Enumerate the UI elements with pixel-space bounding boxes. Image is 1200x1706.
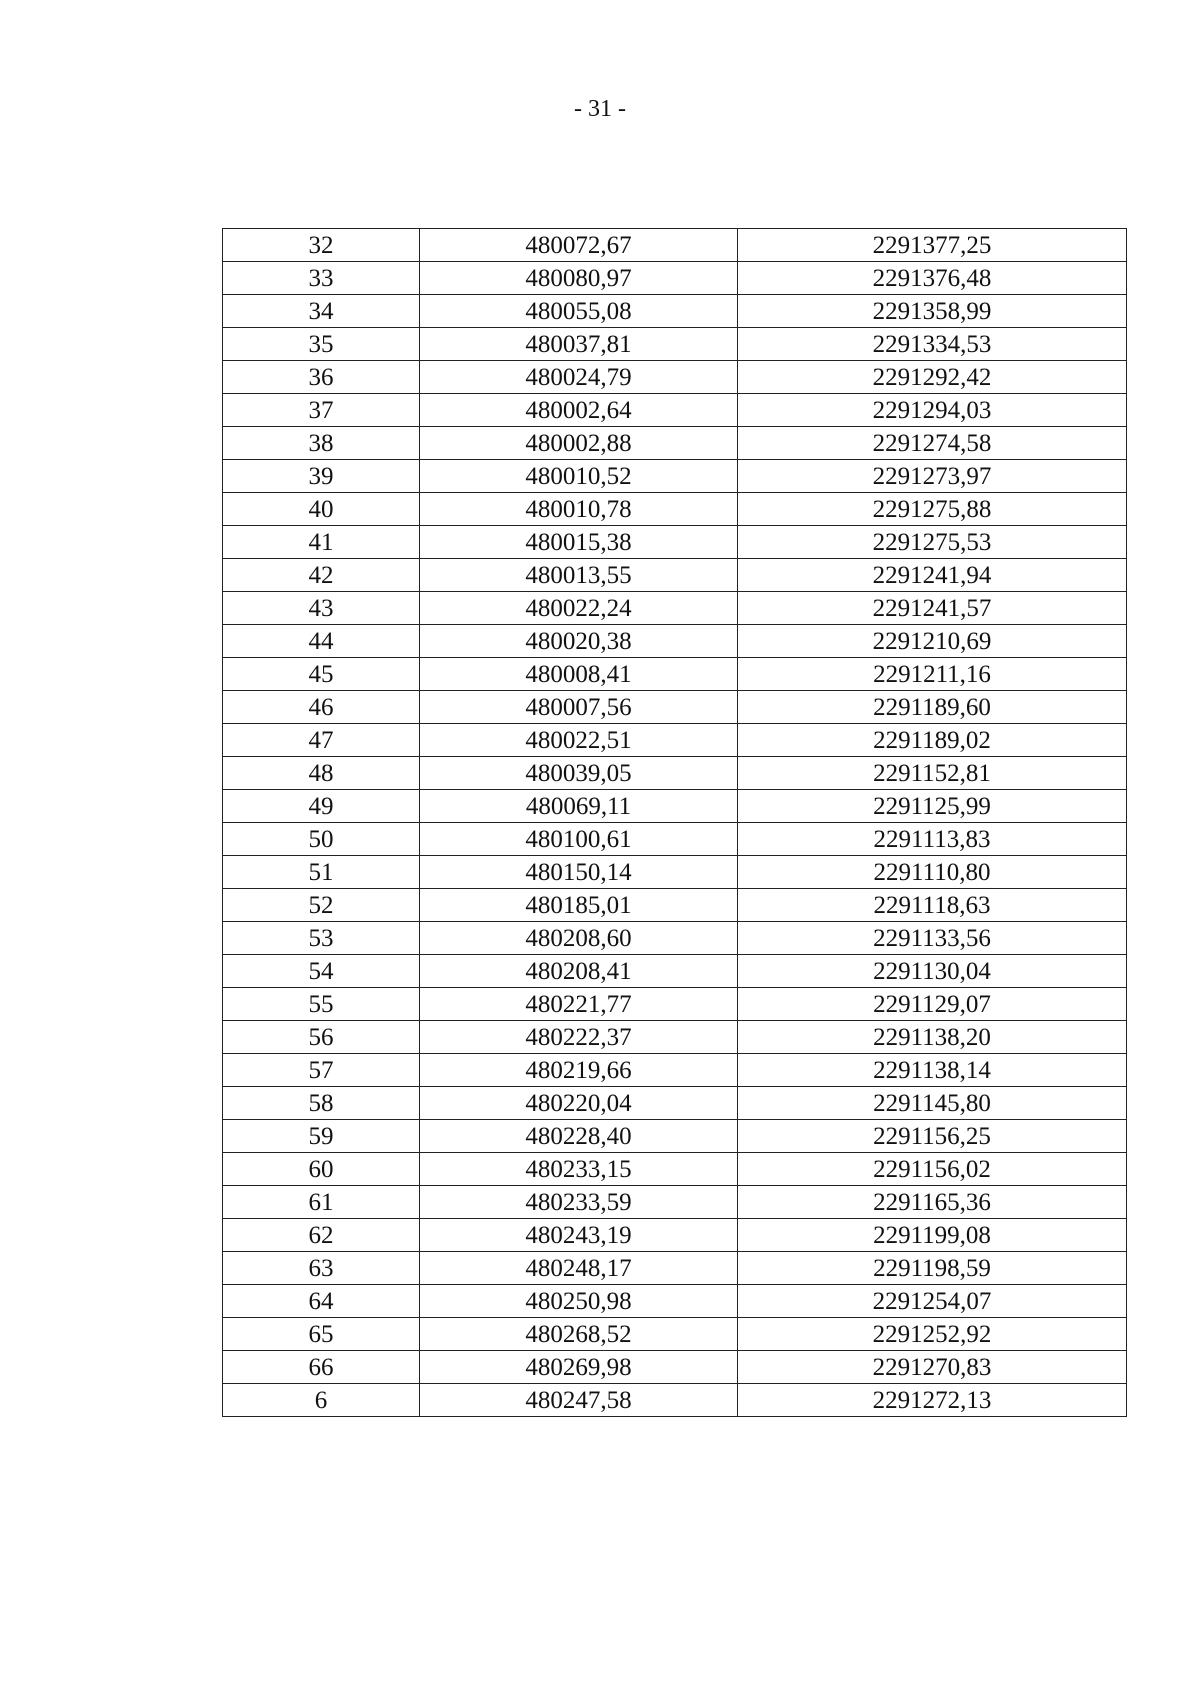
x-coordinate-cell: 480233,15 (420, 1153, 738, 1186)
table-row (223, 1087, 1127, 1120)
y-coordinate-cell: 2291152,81 (738, 757, 1127, 790)
point-number-cell: 48 (223, 757, 420, 790)
table-row (223, 295, 1127, 328)
y-coordinate-cell: 2291241,94 (738, 559, 1127, 592)
x-coordinate-cell: 480233,59 (420, 1186, 738, 1219)
point-number-cell: 66 (223, 1351, 420, 1384)
y-coordinate-cell: 2291199,08 (738, 1219, 1127, 1252)
y-coordinate-cell: 2291138,14 (738, 1054, 1127, 1087)
point-number-cell: 55 (223, 988, 420, 1021)
x-coordinate-cell: 480008,41 (420, 658, 738, 691)
x-coordinate-cell: 480020,38 (420, 625, 738, 658)
x-coordinate-cell: 480221,77 (420, 988, 738, 1021)
point-number-cell: 60 (223, 1153, 420, 1186)
y-coordinate-cell: 2291198,59 (738, 1252, 1127, 1285)
coordinates-table (222, 228, 1127, 1417)
x-coordinate-cell: 480072,67 (420, 229, 738, 262)
x-coordinate-cell: 480010,52 (420, 460, 738, 493)
table-row (223, 1252, 1127, 1285)
table-row (223, 592, 1127, 625)
table-row (223, 1285, 1127, 1318)
table-row (223, 658, 1127, 691)
point-number-cell: 58 (223, 1087, 420, 1120)
x-coordinate-cell: 480208,60 (420, 922, 738, 955)
x-coordinate-cell: 480150,14 (420, 856, 738, 889)
coordinates-table-body (223, 229, 1127, 1417)
y-coordinate-cell: 2291252,92 (738, 1318, 1127, 1351)
y-coordinate-cell: 2291275,88 (738, 493, 1127, 526)
table-row (223, 394, 1127, 427)
point-number-cell: 42 (223, 559, 420, 592)
point-number-cell: 38 (223, 427, 420, 460)
x-coordinate-cell: 480222,37 (420, 1021, 738, 1054)
table-row (223, 361, 1127, 394)
table-row (223, 1021, 1127, 1054)
y-coordinate-cell: 2291292,42 (738, 361, 1127, 394)
y-coordinate-cell: 2291110,80 (738, 856, 1127, 889)
point-number-cell: 45 (223, 658, 420, 691)
x-coordinate-cell: 480002,88 (420, 427, 738, 460)
x-coordinate-cell: 480015,38 (420, 526, 738, 559)
y-coordinate-cell: 2291133,56 (738, 922, 1127, 955)
x-coordinate-cell: 480022,24 (420, 592, 738, 625)
x-coordinate-cell: 480069,11 (420, 790, 738, 823)
y-coordinate-cell: 2291273,97 (738, 460, 1127, 493)
point-number-cell: 54 (223, 955, 420, 988)
point-number-cell: 50 (223, 823, 420, 856)
point-number-cell: 34 (223, 295, 420, 328)
point-number-cell: 56 (223, 1021, 420, 1054)
table-row (223, 1153, 1127, 1186)
x-coordinate-cell: 480247,58 (420, 1384, 738, 1417)
x-coordinate-cell: 480243,19 (420, 1219, 738, 1252)
y-coordinate-cell: 2291130,04 (738, 955, 1127, 988)
point-number-cell: 44 (223, 625, 420, 658)
x-coordinate-cell: 480024,79 (420, 361, 738, 394)
point-number-cell: 52 (223, 889, 420, 922)
y-coordinate-cell: 2291156,02 (738, 1153, 1127, 1186)
x-coordinate-cell: 480013,55 (420, 559, 738, 592)
point-number-cell: 37 (223, 394, 420, 427)
y-coordinate-cell: 2291156,25 (738, 1120, 1127, 1153)
table-row (223, 922, 1127, 955)
x-coordinate-cell: 480250,98 (420, 1285, 738, 1318)
y-coordinate-cell: 2291165,36 (738, 1186, 1127, 1219)
y-coordinate-cell: 2291358,99 (738, 295, 1127, 328)
x-coordinate-cell: 480002,64 (420, 394, 738, 427)
table-row (223, 526, 1127, 559)
y-coordinate-cell: 2291275,53 (738, 526, 1127, 559)
table-row (223, 460, 1127, 493)
y-coordinate-cell: 2291334,53 (738, 328, 1127, 361)
y-coordinate-cell: 2291241,57 (738, 592, 1127, 625)
point-number-cell: 63 (223, 1252, 420, 1285)
y-coordinate-cell: 2291138,20 (738, 1021, 1127, 1054)
point-number-cell: 36 (223, 361, 420, 394)
x-coordinate-cell: 480248,17 (420, 1252, 738, 1285)
y-coordinate-cell: 2291118,63 (738, 889, 1127, 922)
table-row (223, 493, 1127, 526)
point-number-cell: 43 (223, 592, 420, 625)
y-coordinate-cell: 2291270,83 (738, 1351, 1127, 1384)
table-row (223, 889, 1127, 922)
table-row (223, 559, 1127, 592)
table-row (223, 1384, 1127, 1417)
point-number-cell: 53 (223, 922, 420, 955)
table-row (223, 724, 1127, 757)
y-coordinate-cell: 2291125,99 (738, 790, 1127, 823)
y-coordinate-cell: 2291189,60 (738, 691, 1127, 724)
point-number-cell: 6 (223, 1384, 420, 1417)
point-number-cell: 64 (223, 1285, 420, 1318)
y-coordinate-cell: 2291145,80 (738, 1087, 1127, 1120)
y-coordinate-cell: 2291113,83 (738, 823, 1127, 856)
y-coordinate-cell: 2291377,25 (738, 229, 1127, 262)
table-row (223, 1351, 1127, 1384)
x-coordinate-cell: 480269,98 (420, 1351, 738, 1384)
table-row (223, 1120, 1127, 1153)
point-number-cell: 39 (223, 460, 420, 493)
x-coordinate-cell: 480007,56 (420, 691, 738, 724)
x-coordinate-cell: 480185,01 (420, 889, 738, 922)
x-coordinate-cell: 480220,04 (420, 1087, 738, 1120)
y-coordinate-cell: 2291129,07 (738, 988, 1127, 1021)
point-number-cell: 59 (223, 1120, 420, 1153)
table-row (223, 625, 1127, 658)
table-row (223, 691, 1127, 724)
point-number-cell: 40 (223, 493, 420, 526)
point-number-cell: 32 (223, 229, 420, 262)
x-coordinate-cell: 480100,61 (420, 823, 738, 856)
table-row (223, 1318, 1127, 1351)
y-coordinate-cell: 2291211,16 (738, 658, 1127, 691)
x-coordinate-cell: 480208,41 (420, 955, 738, 988)
table-row (223, 757, 1127, 790)
y-coordinate-cell: 2291210,69 (738, 625, 1127, 658)
x-coordinate-cell: 480080,97 (420, 262, 738, 295)
table-row (223, 1186, 1127, 1219)
point-number-cell: 33 (223, 262, 420, 295)
point-number-cell: 49 (223, 790, 420, 823)
point-number-cell: 62 (223, 1219, 420, 1252)
table-row (223, 262, 1127, 295)
point-number-cell: 46 (223, 691, 420, 724)
table-row (223, 823, 1127, 856)
x-coordinate-cell: 480039,05 (420, 757, 738, 790)
point-number-cell: 61 (223, 1186, 420, 1219)
x-coordinate-cell: 480055,08 (420, 295, 738, 328)
table-row (223, 427, 1127, 460)
table-row (223, 856, 1127, 889)
table-row (223, 229, 1127, 262)
y-coordinate-cell: 2291274,58 (738, 427, 1127, 460)
x-coordinate-cell: 480037,81 (420, 328, 738, 361)
y-coordinate-cell: 2291294,03 (738, 394, 1127, 427)
table-row (223, 328, 1127, 361)
x-coordinate-cell: 480010,78 (420, 493, 738, 526)
page-number: - 31 - (574, 96, 626, 122)
x-coordinate-cell: 480022,51 (420, 724, 738, 757)
y-coordinate-cell: 2291376,48 (738, 262, 1127, 295)
x-coordinate-cell: 480268,52 (420, 1318, 738, 1351)
x-coordinate-cell: 480228,40 (420, 1120, 738, 1153)
point-number-cell: 41 (223, 526, 420, 559)
point-number-cell: 65 (223, 1318, 420, 1351)
y-coordinate-cell: 2291189,02 (738, 724, 1127, 757)
point-number-cell: 35 (223, 328, 420, 361)
table-row (223, 790, 1127, 823)
x-coordinate-cell: 480219,66 (420, 1054, 738, 1087)
point-number-cell: 47 (223, 724, 420, 757)
y-coordinate-cell: 2291272,13 (738, 1384, 1127, 1417)
point-number-cell: 57 (223, 1054, 420, 1087)
y-coordinate-cell: 2291254,07 (738, 1285, 1127, 1318)
table-row (223, 1219, 1127, 1252)
table-row (223, 988, 1127, 1021)
point-number-cell: 51 (223, 856, 420, 889)
table-row (223, 1054, 1127, 1087)
table-row (223, 955, 1127, 988)
